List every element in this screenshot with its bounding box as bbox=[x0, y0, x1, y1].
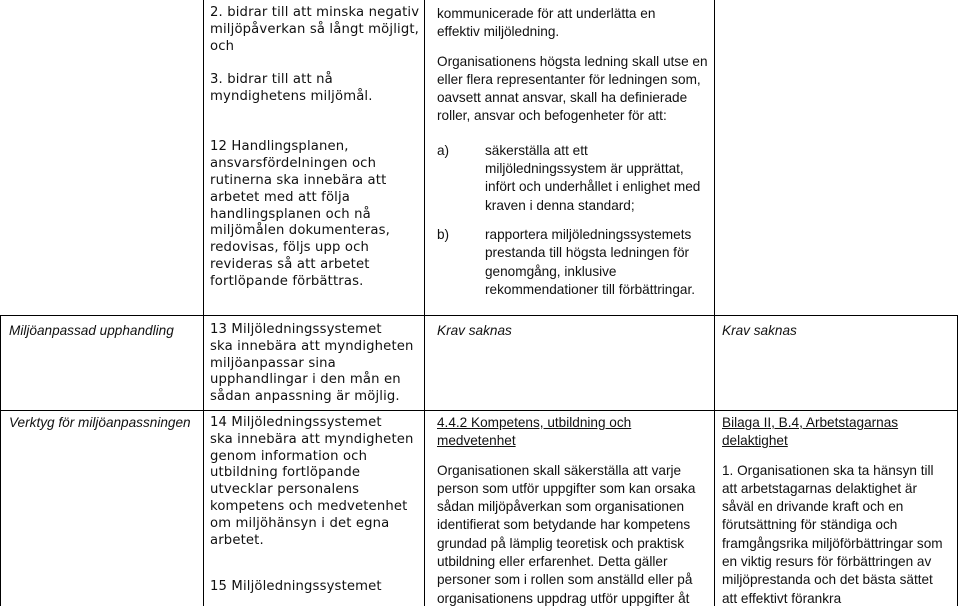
text-line: upphandlingar i den mån en bbox=[210, 372, 401, 388]
text-line: Organisationens högsta ledning skall utse en bbox=[437, 53, 708, 69]
row-label-procurement: Miljöanpassad upphandling bbox=[9, 323, 174, 338]
text-line: 2. bidrar till att minska negativ bbox=[210, 5, 420, 20]
text-line: utvecklar personalens bbox=[210, 482, 360, 498]
column-divider bbox=[424, 0, 425, 606]
section-heading: 4.4.2 Kompetens, utbildning och bbox=[437, 415, 632, 430]
text-line: handlingsplanen och nå bbox=[210, 206, 371, 222]
text-line: infört och underhållet i enlighet med bbox=[485, 179, 701, 195]
text-line: personer som i rollen som anställd eller på bbox=[437, 572, 693, 588]
text-line: rekommendationer till förbättringar. bbox=[485, 281, 696, 297]
text-line: ansvarsfördelningen och bbox=[210, 156, 377, 172]
text-line: miljöprestanda och det bästa sättet bbox=[722, 572, 933, 588]
text-line: miljöpåverkan så långt möjligt, bbox=[210, 21, 420, 37]
column-divider bbox=[714, 0, 715, 606]
text-line: revideras så att arbetet bbox=[210, 256, 370, 272]
text-line: sådan miljöpåverkan som organisationen bbox=[437, 499, 685, 515]
text-line: ska innebära att myndigheten bbox=[210, 431, 414, 447]
text-line: organisationens uppdrag utför uppgifter åt bbox=[437, 590, 690, 606]
text-line: 3. bidrar till att nå bbox=[210, 72, 333, 88]
text-line: genom information och bbox=[210, 448, 368, 464]
emas-text-participation bbox=[722, 414, 956, 608]
no-requirement-standard: Krav saknas bbox=[437, 323, 512, 338]
text-line: miljöanpassar sina bbox=[210, 355, 336, 371]
text-line: arbetet. bbox=[210, 532, 264, 548]
text-line: såväl en drivande kraft och en bbox=[722, 499, 904, 515]
table-right-border bbox=[957, 315, 958, 606]
section-heading: delaktighet bbox=[722, 433, 788, 449]
text-line: person som utför uppgifter som kan orsaka bbox=[437, 480, 696, 496]
text-line: fortlöpande förbättras. bbox=[210, 273, 364, 289]
text-line: utbildning fortlöpande bbox=[210, 465, 361, 481]
section-heading: Bilaga II, B.4, Arbetstagarnas bbox=[722, 415, 899, 430]
requirement-text-procurement bbox=[210, 322, 422, 406]
text-line: säkerställa att ett bbox=[485, 142, 588, 158]
text-line: 12 Handlingsplanen, bbox=[210, 139, 349, 155]
text-line: att effektivt förankra bbox=[722, 590, 842, 606]
text-line: arbetet med att följa bbox=[210, 189, 351, 205]
list-marker: b) bbox=[437, 226, 450, 242]
text-line: kraven i denna standard; bbox=[485, 197, 635, 213]
requirement-text-tools bbox=[210, 415, 422, 596]
text-line: miljöledningssystem är upprättat, bbox=[485, 161, 684, 177]
text-line: miljömålen dokumenteras, bbox=[210, 223, 390, 239]
text-line: rutinerna ska innebära att bbox=[210, 172, 387, 188]
row-divider bbox=[0, 315, 958, 316]
list-item bbox=[437, 142, 713, 215]
text-line: ska innebära att myndigheten bbox=[210, 338, 414, 354]
text-line: 13 Miljöledningssystemet bbox=[210, 322, 382, 337]
text-line: roller, ansvar och befogenheter för att: bbox=[437, 108, 667, 124]
text-line: kompetens och medvetenhet bbox=[210, 498, 408, 514]
standard-text-competence bbox=[437, 414, 713, 608]
text-line: om miljöhänsyn i det egna bbox=[210, 515, 390, 531]
text-line: identifierat som betydande har kompetens bbox=[437, 517, 691, 533]
text-line: prestanda till högsta ledningen för bbox=[485, 245, 690, 261]
text-line: förutsättning för ständiga och bbox=[722, 517, 898, 533]
text-line: framgångsrika miljöförbättringar som bbox=[722, 535, 943, 551]
section-heading: medvetenhet bbox=[437, 433, 516, 449]
text-line: effektiv miljöledning. bbox=[437, 24, 560, 40]
text-line: att arbetstagarnas delaktighet är bbox=[722, 480, 917, 496]
text-line: 14 Miljöledningssystemet bbox=[210, 415, 382, 430]
list-marker: a) bbox=[437, 142, 450, 158]
no-requirement-emas: Krav saknas bbox=[722, 323, 797, 338]
text-line: 1. Organisationen ska ta hänsyn till bbox=[722, 462, 934, 478]
text-line: rapportera miljöledningssystemets bbox=[485, 226, 692, 242]
text-line: och bbox=[210, 38, 235, 54]
requirement-text-top bbox=[210, 5, 422, 291]
text-line: Organisationen skall säkerställa att varje bbox=[437, 462, 682, 478]
text-line: oavsett annat ansvar, skall ha definierade bbox=[437, 90, 688, 106]
list-item bbox=[437, 226, 713, 299]
text-line: myndighetens miljömål. bbox=[210, 88, 373, 104]
table-left-border bbox=[0, 315, 1, 606]
text-line: kommunicerade för att underlätta en bbox=[437, 6, 656, 21]
text-line: genomgång, inklusive bbox=[485, 263, 617, 279]
column-divider bbox=[203, 0, 204, 606]
text-line: 15 Miljöledningssystemet bbox=[210, 579, 382, 595]
text-line: en viktig resurs för förbättringen av bbox=[722, 554, 932, 570]
standard-text-top bbox=[437, 5, 713, 299]
text-line: eller flera representanter för ledningen som, bbox=[437, 71, 701, 87]
text-line: redovisas, följs upp och bbox=[210, 240, 370, 256]
row-divider bbox=[0, 410, 958, 411]
row-label-tools: Verktyg för miljöanpassningen bbox=[9, 415, 191, 430]
text-line: grundad på lämplig teoretisk och praktisk bbox=[437, 535, 685, 551]
text-line: sådan anpassning är möjlig. bbox=[210, 389, 400, 405]
text-line: utbildning eller erfarenhet. Detta gäller bbox=[437, 554, 668, 570]
